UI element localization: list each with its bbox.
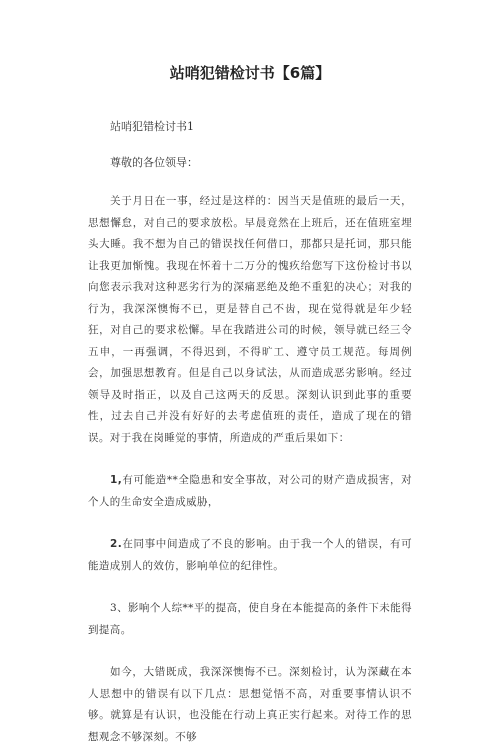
paragraph-item-3 bbox=[88, 598, 412, 641]
paragraph-item-1 bbox=[88, 470, 412, 513]
list-number: 2. bbox=[110, 538, 123, 550]
paragraph-text: 3、影响个人综**平的提高，使自身在本能提高的条件下未能得到提高。 bbox=[88, 602, 412, 636]
list-number: 1, bbox=[110, 474, 123, 486]
paragraph-text: 有可能造**全隐患和安全事故，对公司的财产造成损害，对个人的生命安全造成威胁， bbox=[88, 474, 412, 508]
document-subtitle: 站哨犯错检讨书1 bbox=[110, 120, 194, 133]
document-title: 站哨犯错检讨书【6篇】 bbox=[169, 64, 331, 82]
greeting: 尊敬的各位领导： bbox=[110, 156, 198, 169]
paragraph-text: 关于月日在一事，经过是这样的：因当天是值班的最后一天，思想懈怠，对自己的要求放松。早晨竟然在上班后，还在值班室埋头大睡。我不想为自己的错误找任何借口，那都只是托词，那只能让我更加惭愧。我现在怀着十二万分的愧疚给您写下这份检讨书以向您表示我对这种恶劣行为的深痛恶绝及绝不重犯的决心；对我的行为，我深深懊悔不已，更是替自己不齿，现在觉得就是年少轻狂，对自己的要求松懈。早在我踏进公司的时候，领导就已经三令五申，一再强调，不得迟到，不得旷工、遵守员工规范。每周例会，加强思想教育。但是自己以身试法，从而造成恶劣影响。经过领导及时指正，以及自己这两天的反思。深刻认识到此事的重要性，过去自己并没有好好的去考虑值班的责任，造成了现在的错误。对于我在岗睡觉的事情，所造成的严重后果如下： bbox=[88, 195, 412, 444]
paragraph-text: 在同事中间造成了不良的影响。由于我一个人的错误，有可能造成别人的效仿，影响单位的纪律性。 bbox=[88, 538, 412, 572]
paragraph-text: 如今，大错既成，我深深懊悔不已。深刻检讨，认为深藏在本人思想中的错误有以下几点：思想觉悟不高，对重要事情认识不够。就算是有认识，也没能在行动上真正实行起来。对待工作的思想观念不够深刻。不够 bbox=[88, 666, 412, 743]
paragraph-reflection bbox=[88, 662, 412, 748]
paragraph-item-2 bbox=[88, 534, 412, 577]
paragraph-intro bbox=[88, 191, 412, 449]
